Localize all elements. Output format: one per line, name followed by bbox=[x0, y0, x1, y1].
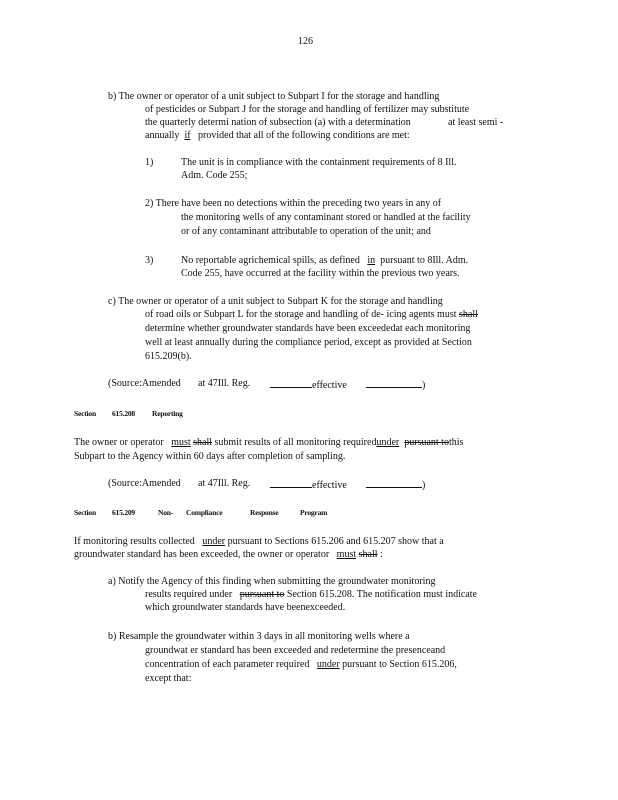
item-a-line-1: a) Notify the Agency of this finding when submitting the groundwater monitoring bbox=[108, 576, 436, 587]
date-blank bbox=[366, 378, 422, 388]
para-b-line-4 bbox=[145, 130, 410, 142]
source-label: (Source:Amended bbox=[108, 378, 181, 389]
condition-2-line-2: the monitoring wells of any contaminant stored or handled at the facility bbox=[181, 212, 471, 223]
deleted-shall: shall bbox=[358, 549, 378, 560]
heading-section-number: 615.208 bbox=[112, 409, 135, 418]
reporting-line-1 bbox=[74, 437, 463, 449]
section-615-208-heading bbox=[74, 409, 214, 419]
para-c-line-2-text: of road oils or Subpart L for the storage and handling of de- icing agents must bbox=[145, 309, 457, 320]
para-c-line-2 bbox=[145, 309, 478, 321]
item-b-line-1: b) Resample the groundwater within 3 days in all monitoring wells where a bbox=[108, 631, 410, 642]
noncompliance-line-2-end: : bbox=[380, 549, 383, 560]
register-blank bbox=[270, 478, 312, 488]
source-label: (Source:Amended bbox=[108, 478, 181, 489]
date-blank bbox=[366, 478, 422, 488]
item-b-line-2: groundwat er standard has been exceeded and redetermine the presenceand bbox=[145, 645, 446, 656]
para-b-line-2: of pesticides or Subpart J for the storage and handling of fertilizer may substitute bbox=[145, 104, 470, 115]
source-register: at 47Ill. Reg. bbox=[198, 478, 251, 489]
para-b-line-4-end: provided that all of the following conditions are met: bbox=[198, 130, 410, 141]
para-c-line-4: well at least annually during the compliance period, except as provided at Section bbox=[145, 337, 472, 348]
inserted-if: if bbox=[184, 130, 191, 141]
heading-section-number: 615.209 bbox=[112, 508, 135, 517]
condition-3-line-1-start: No reportable agrichemical spills, as defined bbox=[181, 255, 360, 266]
inserted-in: in bbox=[367, 255, 376, 266]
para-c-line-1: c) The owner or operator of a unit subject to Subpart K for the storage and handling bbox=[108, 296, 443, 307]
reporting-line-1-end: this bbox=[448, 437, 464, 448]
para-b-line-3-end: at least semi - bbox=[448, 117, 504, 128]
heading-section-word: Section bbox=[74, 508, 96, 517]
para-b-line-3-text: the quarterly determi nation of subsection (a) with a determination bbox=[145, 117, 411, 128]
condition-3-number: 3) bbox=[145, 255, 154, 266]
item-a-line-2-start: results required under bbox=[145, 589, 233, 600]
noncompliance-line-1-end: pursuant to Sections 615.206 and 615.207 show that a bbox=[227, 536, 444, 547]
deleted-pursuant-to: pursuant to bbox=[404, 437, 449, 448]
para-c-line-5: 615.209(b). bbox=[145, 351, 192, 362]
para-c-line-3: determine whether groundwater standards have been exceededat each monitoring bbox=[145, 323, 471, 334]
page-number: 126 bbox=[298, 36, 313, 47]
inserted-must: must bbox=[336, 549, 357, 560]
heading-title-program: Program bbox=[300, 508, 328, 517]
noncompliance-line-2-start: groundwater standard has been exceeded, the owner or operator bbox=[74, 549, 330, 560]
heading-title-response: Response bbox=[250, 508, 279, 517]
heading-title-non: Non- bbox=[158, 508, 174, 517]
reporting-line-1-start: The owner or operator bbox=[74, 437, 164, 448]
heading-section-title: Reporting bbox=[152, 409, 183, 418]
source-register: at 47Ill. Reg. bbox=[198, 378, 251, 389]
heading-title-compliance: Compliance bbox=[186, 508, 223, 517]
item-b-line-3-start: concentration of each parameter required bbox=[145, 659, 310, 670]
deleted-shall: shall bbox=[193, 437, 213, 448]
condition-2-line-1: 2) There have been no detections within the preceding two years in any of bbox=[145, 198, 442, 209]
inserted-under: under bbox=[376, 437, 400, 448]
noncompliance-line-1 bbox=[74, 536, 444, 548]
condition-2-line-3: or of any contaminant attributable to operation of the unit; and bbox=[181, 226, 431, 237]
noncompliance-line-2 bbox=[74, 549, 383, 561]
condition-1-line-2: Adm. Code 255; bbox=[181, 170, 248, 181]
reporting-line-2: Subpart to the Agency within 60 days after completion of sampling. bbox=[74, 451, 346, 462]
source-effective-label: effective bbox=[312, 480, 347, 491]
item-a-line-2 bbox=[145, 589, 477, 601]
item-b-line-4: except that: bbox=[145, 673, 192, 684]
source-date: ) bbox=[366, 378, 425, 392]
noncompliance-line-1-start: If monitoring results collected bbox=[74, 536, 195, 547]
para-b-line-1: b) The owner or operator of a unit subject to Subpart I for the storage and handling bbox=[108, 91, 440, 102]
source-effective bbox=[270, 378, 347, 392]
para-b-line-4-start: annually bbox=[145, 130, 180, 141]
inserted-under: under bbox=[202, 536, 226, 547]
condition-1-number: 1) bbox=[145, 157, 154, 168]
inserted-must: must bbox=[171, 437, 191, 448]
condition-3-line-1 bbox=[181, 255, 468, 267]
item-a-line-3: which groundwater standards have beenexceeded. bbox=[145, 602, 346, 613]
register-blank bbox=[270, 378, 312, 388]
heading-section-word: Section bbox=[74, 409, 96, 418]
deleted-pursuant-to: pursuant to bbox=[239, 589, 285, 600]
item-a-line-2-end: Section 615.208. The notification must indicate bbox=[286, 589, 477, 600]
condition-1-line-1: The unit is in compliance with the containment requirements of 8 Ill. bbox=[181, 157, 457, 168]
item-b-line-3 bbox=[145, 659, 457, 671]
source-date: ) bbox=[366, 478, 425, 492]
condition-3-line-1-end: pursuant to 8Ill. Adm. bbox=[380, 255, 469, 266]
source-effective-label: effective bbox=[312, 380, 347, 391]
deleted-shall: shall bbox=[459, 309, 478, 320]
section-615-209-heading bbox=[74, 508, 374, 518]
item-b-line-3-end: pursuant to Section 615.206, bbox=[342, 659, 457, 670]
condition-3-line-2: Code 255, have occurred at the facility within the previous two years. bbox=[181, 268, 460, 279]
inserted-under: under bbox=[316, 659, 340, 670]
reporting-line-1-mid: submit results of all monitoring required bbox=[214, 437, 377, 448]
para-b-line-3 bbox=[145, 117, 411, 129]
source-effective bbox=[270, 478, 347, 492]
